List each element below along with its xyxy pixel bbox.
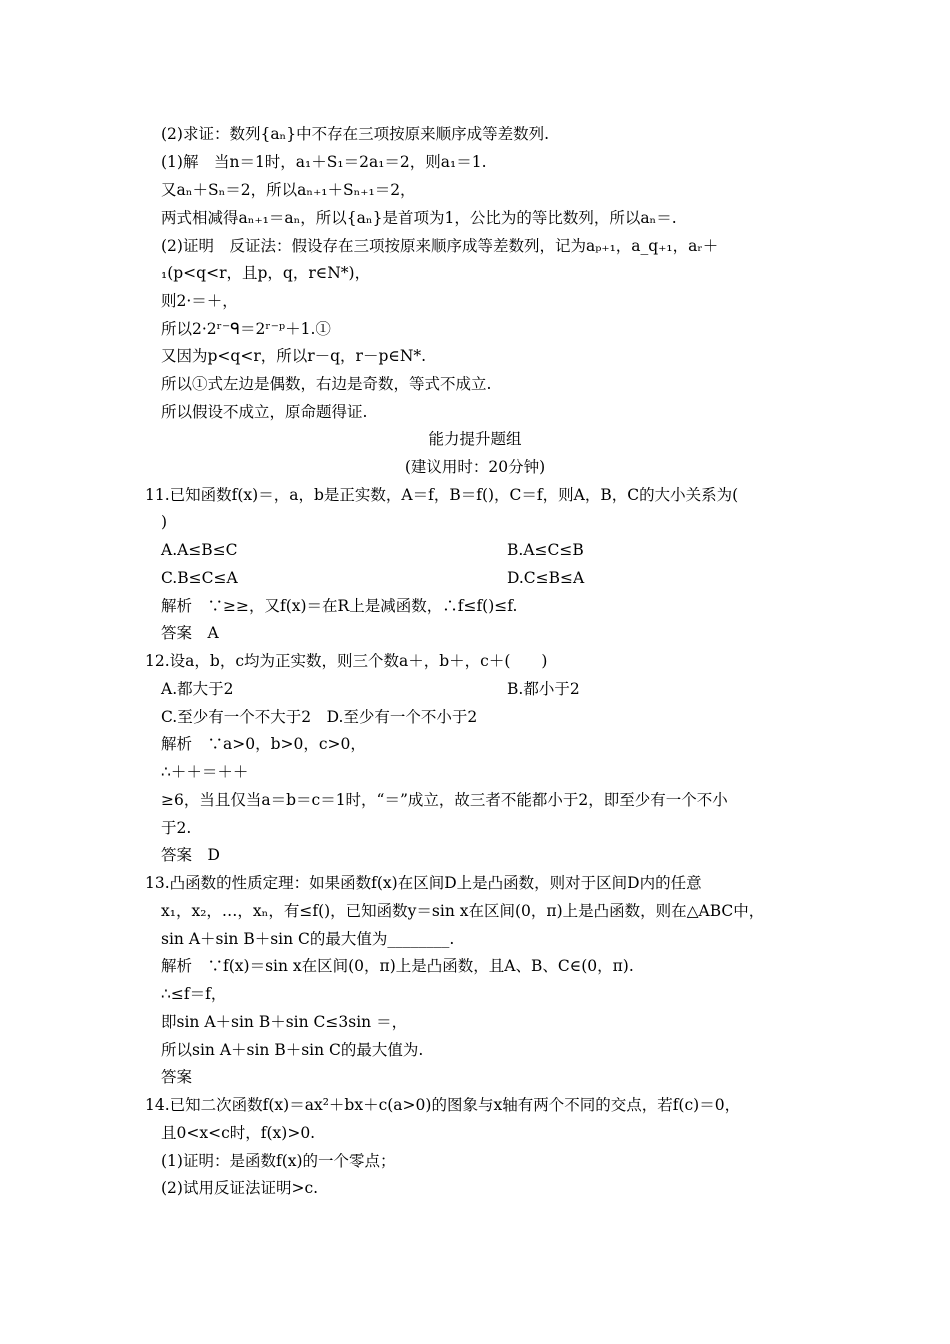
option-c-d: C.至少有一个不大于2 D.至少有一个不小于2: [161, 708, 478, 726]
option-a: A.A≤B≤C: [161, 541, 238, 559]
text-line: 又aₙ＋Sₙ＝2，所以aₙ₊₁＋Sₙ₊₁＝2，: [161, 181, 416, 199]
section-title: 能力提升题组: [428, 430, 522, 448]
question-14-part-2: (2)试用反证法证明>c.: [161, 1179, 319, 1197]
question-11-stem-cont: ): [161, 513, 168, 531]
option-d: D.C≤B≤A: [507, 569, 585, 587]
analysis: 于2.: [161, 819, 192, 837]
text-line: 所以假设不成立，原命题得证.: [161, 403, 368, 421]
option-b: B.A≤C≤B: [507, 541, 584, 559]
question-12-stem: 12.设a，b，c均为正实数，则三个数a＋，b＋，c＋( ): [145, 652, 548, 670]
analysis: ∴＋＋＝＋＋: [161, 763, 249, 781]
question-11-stem: 11.已知函数f(x)＝，a，b是正实数，A＝f，B＝f()，C＝f，则A，B，C的大小关系为(: [145, 486, 739, 504]
analysis: 即sin A＋sin B＋sin C≤3sin ＝，: [161, 1013, 408, 1031]
analysis: 解析 ∵≥≥，又f(x)＝在R上是减函数，∴f≤f()≤f.: [161, 597, 518, 615]
option-c: C.B≤C≤A: [161, 569, 238, 587]
analysis: 所以sin A＋sin B＋sin C的最大值为.: [161, 1041, 424, 1059]
section-subtitle: (建议用时：20分钟): [404, 458, 546, 476]
question-13-stem-cont: sin A＋sin B＋sin C的最大值为________.: [161, 930, 455, 948]
analysis: 解析 ∵f(x)＝sin x在区间(0，π)上是凸函数，且A、B、C∈(0，π).: [161, 957, 634, 975]
question-14-stem-cont: 且0<x<c时，f(x)>0.: [161, 1124, 316, 1142]
analysis: ≥6，当且仅当a＝b＝c＝1时，“＝”成立，故三者不能都小于2，即至少有一个不小: [161, 791, 728, 809]
option-a: A.都大于2: [161, 680, 234, 698]
text-line: 所以①式左边是偶数，右边是奇数，等式不成立.: [161, 375, 492, 393]
answer: 答案 A: [161, 624, 219, 642]
text-line: 则2·＝＋，: [161, 292, 238, 310]
question-13-stem: 13.凸函数的性质定理：如果函数f(x)在区间D上是凸函数，则对于区间D内的任意: [145, 874, 702, 892]
question-13-stem-cont: x₁，x₂，…，xₙ，有≤f()，已知函数y＝sin x在区间(0，π)上是凸函数，则在△ABC中，: [161, 902, 765, 920]
analysis: ∴≤f＝f，: [161, 985, 227, 1003]
text-line: (2)证明 反证法：假设存在三项按原来顺序成等差数列，记为aₚ₊₁，a_q₊₁，aᵣ＋: [161, 237, 719, 255]
question-14-part-1: (1)证明：是函数f(x)的一个零点；: [161, 1152, 396, 1170]
question-14-stem: 14.已知二次函数f(x)＝ax²＋bx＋c(a>0)的图象与x轴有两个不同的交点，若f(c)＝0，: [145, 1096, 741, 1114]
text-line: 又因为p<q<r，所以r－q，r－p∈N*.: [161, 347, 427, 365]
answer: 答案: [161, 1068, 193, 1086]
text-line: 所以2·2ʳ⁻ᑫ＝2ʳ⁻ᵖ＋1.①: [161, 320, 331, 338]
answer: 答案 D: [161, 846, 220, 864]
option-b: B.都小于2: [507, 680, 580, 698]
text-line: (2)求证：数列{aₙ}中不存在三项按原来顺序成等差数列.: [161, 125, 550, 143]
text-line: 两式相减得aₙ₊₁＝aₙ，所以{aₙ}是首项为1，公比为的等比数列，所以aₙ＝.: [161, 209, 677, 227]
analysis: 解析 ∵a>0，b>0，c>0，: [161, 735, 366, 753]
text-line: (1)解 当n＝1时，a₁＋S₁＝2a₁＝2，则a₁＝1.: [161, 153, 487, 171]
text-line: ₁(p<q<r，且p，q，r∈N*)，: [161, 264, 371, 282]
